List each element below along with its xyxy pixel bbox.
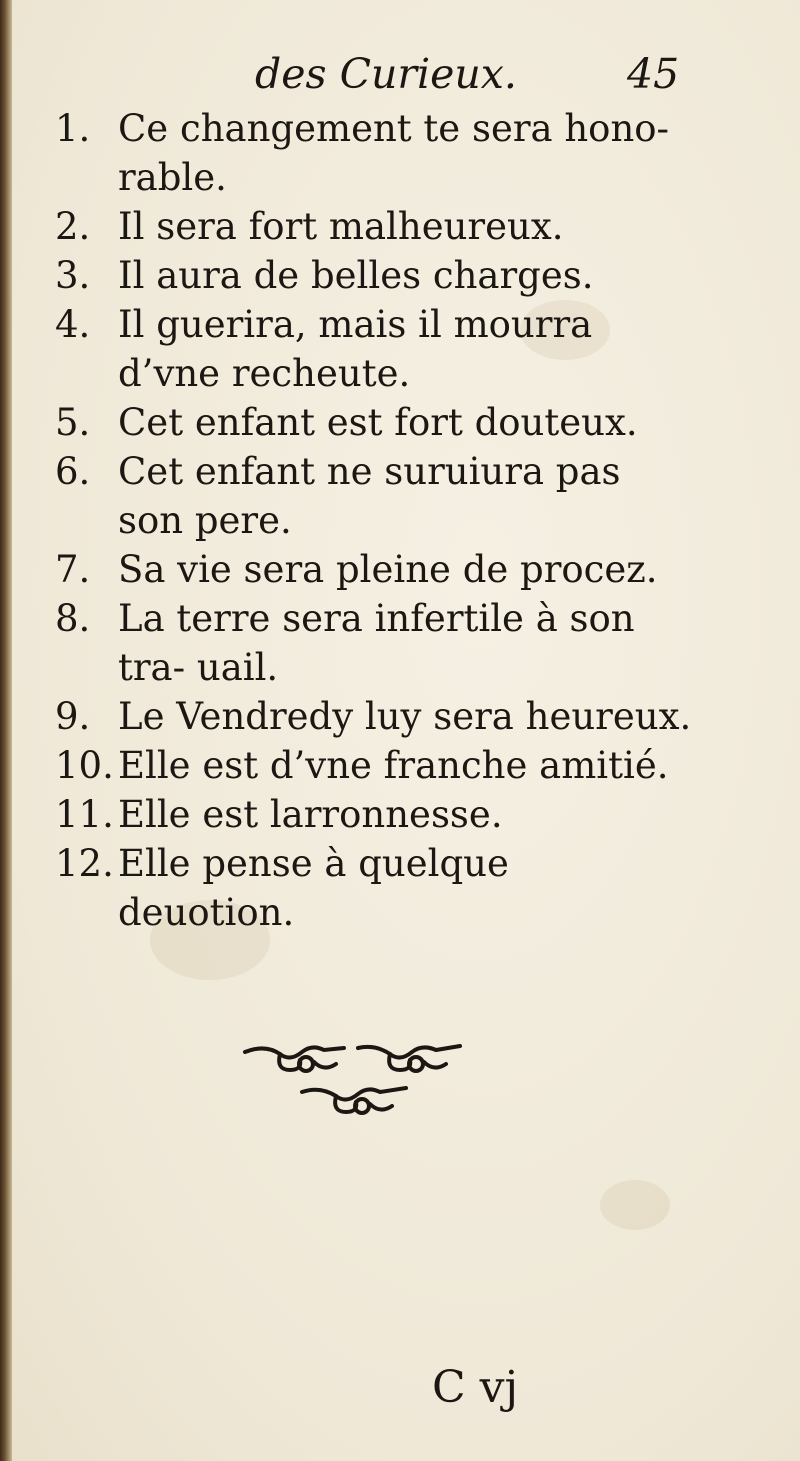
entry-text: Il sera fort malheureux. bbox=[118, 205, 564, 248]
list-item bbox=[55, 741, 695, 790]
entry-text: Cet enfant ne suruiura pas son pere. bbox=[118, 450, 621, 542]
entry-number: 3. bbox=[55, 254, 91, 297]
entry-number: 8. bbox=[55, 597, 91, 640]
entry-number: 1. bbox=[55, 107, 91, 150]
typographic-ornament-icon bbox=[240, 1040, 465, 1135]
paper-stain bbox=[600, 1180, 670, 1230]
running-title: des Curieux. bbox=[255, 50, 517, 98]
entry-text: La terre sera infertile à son tra- uail. bbox=[118, 597, 635, 689]
list-item bbox=[55, 594, 695, 692]
entry-number: 5. bbox=[55, 401, 91, 444]
entry-text: Elle est larronnesse. bbox=[118, 793, 503, 836]
list-item bbox=[55, 545, 695, 594]
entry-number: 7. bbox=[55, 548, 91, 591]
list-item bbox=[55, 398, 695, 447]
entry-text: Elle pense à quelque deuotion. bbox=[118, 842, 509, 934]
entry-text: Cet enfant est fort douteux. bbox=[118, 401, 638, 444]
entry-list bbox=[55, 104, 695, 937]
entry-number: 10. bbox=[55, 744, 114, 787]
entry-number: 9. bbox=[55, 695, 91, 738]
list-item bbox=[55, 251, 695, 300]
list-item bbox=[55, 202, 695, 251]
entry-text: Ce changement te sera hono- rable. bbox=[118, 107, 670, 199]
list-item bbox=[55, 839, 695, 937]
signature-mark: C vj bbox=[432, 1362, 519, 1413]
entry-text: Elle est d’vne franche amitié. bbox=[118, 744, 669, 787]
entry-text: Sa vie sera pleine de procez. bbox=[118, 548, 658, 591]
entry-number: 11. bbox=[55, 793, 114, 836]
list-item bbox=[55, 790, 695, 839]
entry-number: 12. bbox=[55, 842, 114, 885]
list-item bbox=[55, 692, 695, 741]
entry-text: Il aura de belles charges. bbox=[118, 254, 594, 297]
entry-text: Il guerira, mais il mourra d’vne recheute. bbox=[118, 303, 593, 395]
page-number: 45 bbox=[627, 50, 680, 98]
page-header bbox=[0, 50, 800, 110]
binding-edge bbox=[0, 0, 12, 1461]
list-item bbox=[55, 104, 695, 202]
list-item bbox=[55, 300, 695, 398]
entry-text: Le Vendredy luy sera heureux. bbox=[118, 695, 692, 738]
entry-number: 2. bbox=[55, 205, 91, 248]
entry-number: 6. bbox=[55, 450, 91, 493]
list-item bbox=[55, 447, 695, 545]
entry-number: 4. bbox=[55, 303, 91, 346]
